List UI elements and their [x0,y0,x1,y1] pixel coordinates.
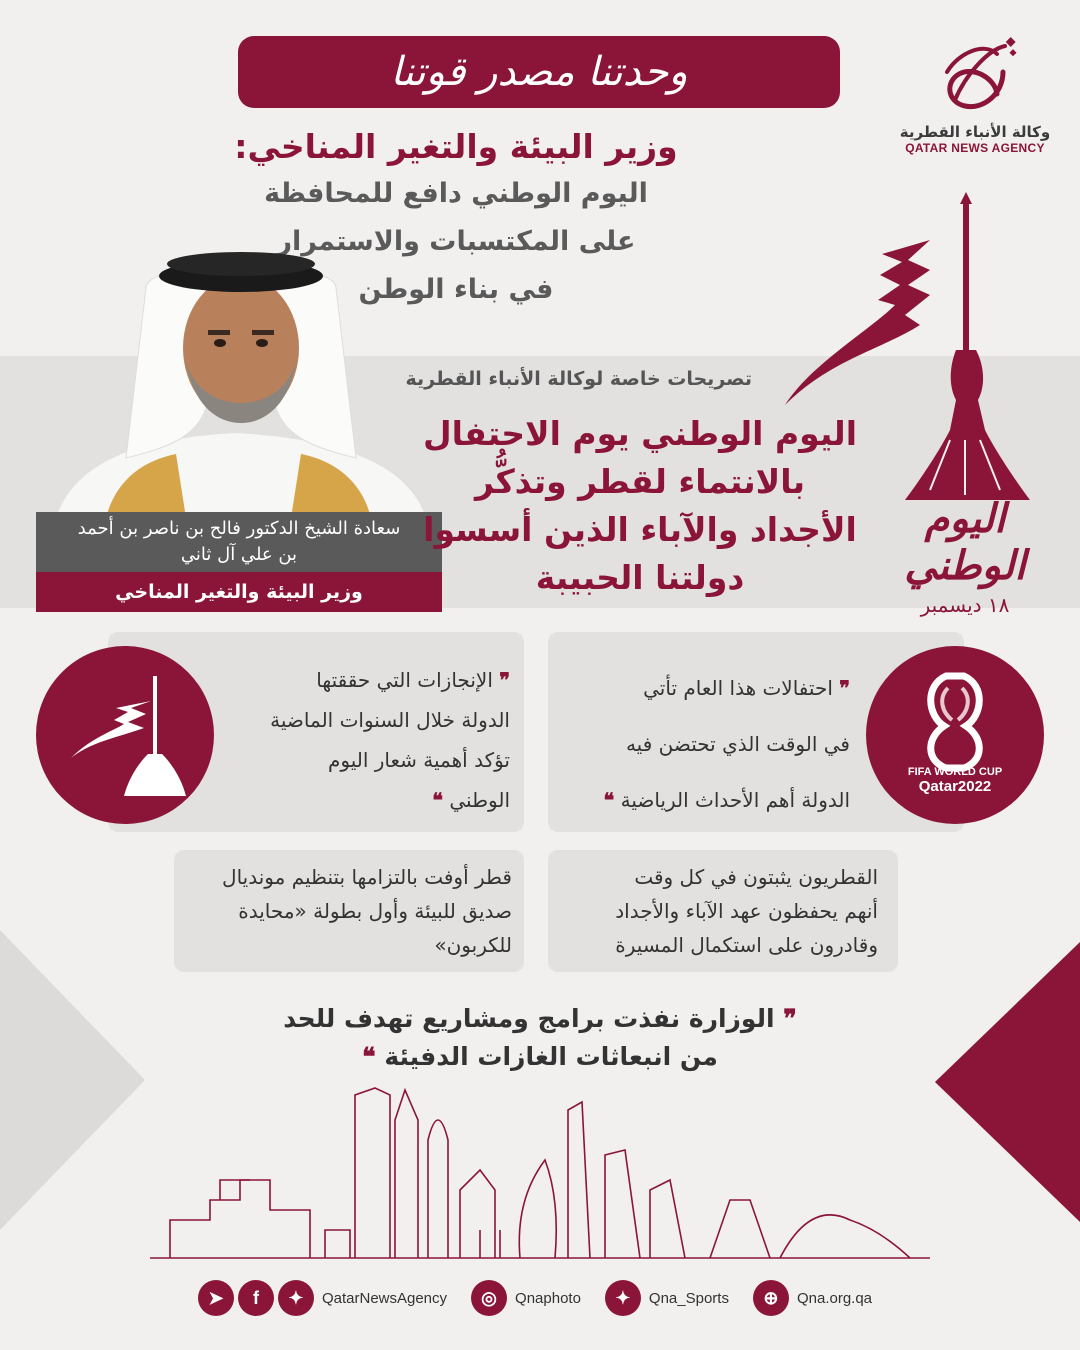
quote-2-line-4 [190,780,510,820]
skyline-illustration [150,1080,930,1265]
main-quote-line-3: الأجداد والآباء الذين أسسوا [423,510,857,549]
quote-4-text-2: صديق للبيئة وأول بطولة «محايدة [238,899,512,923]
telegram-icon[interactable]: ➤ [198,1280,234,1316]
social-footer [0,1278,1080,1318]
minister-name-line-2: بن علي آل ثاني [180,544,298,565]
social-group-qna-sports[interactable] [605,1280,739,1316]
bottom-statement-text-1: الوزارة نفذت برامج ومشاريع تهدف للحد [283,1004,775,1033]
headline-line-4: في بناء الوطن [358,274,554,305]
facebook-icon[interactable]: f [238,1280,274,1316]
quote-close-mark: ❝ [362,1042,376,1071]
twitter-icon[interactable]: ✦ [605,1280,641,1316]
logo-name-ar: وكالة الأنباء القطرية [899,123,1051,141]
social-label-qnaphoto[interactable]: Qnaphoto [515,1289,581,1307]
slogan-banner [238,36,840,108]
headline-line-2: اليوم الوطني دافع للمحافظة [264,178,648,209]
social-group-qatarnewsagency[interactable] [198,1280,457,1316]
headline-title: وزير البيئة والتغير المناخي: [234,127,678,166]
left-decor-triangle [0,930,145,1230]
quote-2-text-1: الإنجازات التي حققتها [316,668,493,692]
worldcup-line-1: FIFA WORLD CUP [907,766,1003,778]
quote-close-mark: ❝ [603,788,615,812]
headline-line-3: على المكتسبات والاستمرار [276,226,636,257]
bottom-statement [230,1000,850,1076]
national-day-title: اليوم الوطني [904,495,1026,589]
right-decor-triangle [935,942,1080,1222]
minister-caption [36,512,442,612]
quote-1-text-3: الدولة أهم الأحداث الرياضية [620,788,850,812]
slogan-text: وحدتنا مصدر قوتنا [390,49,688,95]
quote-1-line-3 [550,772,850,828]
quote-3-text-3: وقادرون على استكمال المسيرة [615,933,878,957]
quote-1-line-1 [550,660,850,716]
quote-open-mark: ❞ [783,1004,797,1033]
social-group-website[interactable] [753,1280,882,1316]
flag-badge-icon [36,646,214,824]
national-day-title-wrap [875,495,1055,617]
worldcup-badge [866,646,1044,824]
logo-name-en: QATAR NEWS AGENCY [905,141,1045,155]
social-label-website[interactable]: Qna.org.qa [796,1289,873,1307]
worldcup-text [866,766,1044,795]
quote-2-text-2: الدولة خلال السنوات الماضية [270,708,510,732]
main-quote-line-1: اليوم الوطني يوم الاحتفال [422,414,858,453]
worldcup-line-2: Qatar2022 [918,778,992,795]
quote-open-mark: ❞ [839,676,850,700]
quote-1-text-1: احتفالات هذا العام تأتي [643,676,833,700]
bottom-statement-text-2: من انبعاثات الغازات الدفيئة [384,1042,718,1071]
qna-logo-icon [925,32,1025,117]
quote-2-text-3: تؤكد أهمية شعار اليوم [328,748,510,772]
minister-role: وزير البيئة والتغير المناخي [36,572,442,612]
social-label-qatarnewsagency[interactable]: QatarNewsAgency [321,1289,448,1307]
minister-name-line-1: سعادة الشيخ الدكتور فالح بن ناصر بن أحمد [77,518,401,539]
globe-icon[interactable]: ⊕ [753,1280,789,1316]
bottom-statement-line-1 [230,1000,850,1038]
quote-open-mark: ❞ [499,668,510,692]
quote-2-line-1 [190,660,510,700]
twitter-icon[interactable]: ✦ [278,1280,314,1316]
main-quote-line-2: بالانتماء لقطر وتذكُّر [474,462,806,501]
quote-close-mark: ❝ [432,788,444,812]
quote-3-text-1: القطريون يثبتون في كل وقت [634,865,878,889]
worldcup-trophy-icon [866,646,1044,824]
bottom-statement-line-2 [230,1038,850,1076]
national-day-emblem [780,190,1060,617]
quote-4 [172,860,512,962]
social-group-qnaphoto[interactable] [471,1280,591,1316]
quote-4-text-1: قطر أوفت بالتزامها بتنظيم مونديال [222,865,512,889]
instagram-icon[interactable]: ◎ [471,1280,507,1316]
doha-skyline [150,1080,930,1265]
flag-badge [36,646,214,824]
social-label-qna-sports[interactable]: Qna_Sports [648,1289,729,1307]
quote-1 [550,660,850,828]
quote-3 [548,860,878,962]
minister-name [36,512,442,572]
main-quote-line-4: دولتنا الحبيبة [535,558,745,597]
quote-2-text-4: الوطني [449,788,510,812]
quote-4-text-3: للكربون» [434,933,512,957]
statement-source: تصريحات خاصة لوكالة الأنباء القطرية [405,368,752,390]
quote-2 [190,660,510,820]
quote-3-text-2: أنهم يحفظون عهد الآباء والأجداد [615,899,878,923]
qna-logo [895,32,1055,167]
national-day-date: ١٨ ديسمبر [920,593,1010,617]
quote-1-text-2: في الوقت الذي تحتضن فيه [625,732,850,756]
